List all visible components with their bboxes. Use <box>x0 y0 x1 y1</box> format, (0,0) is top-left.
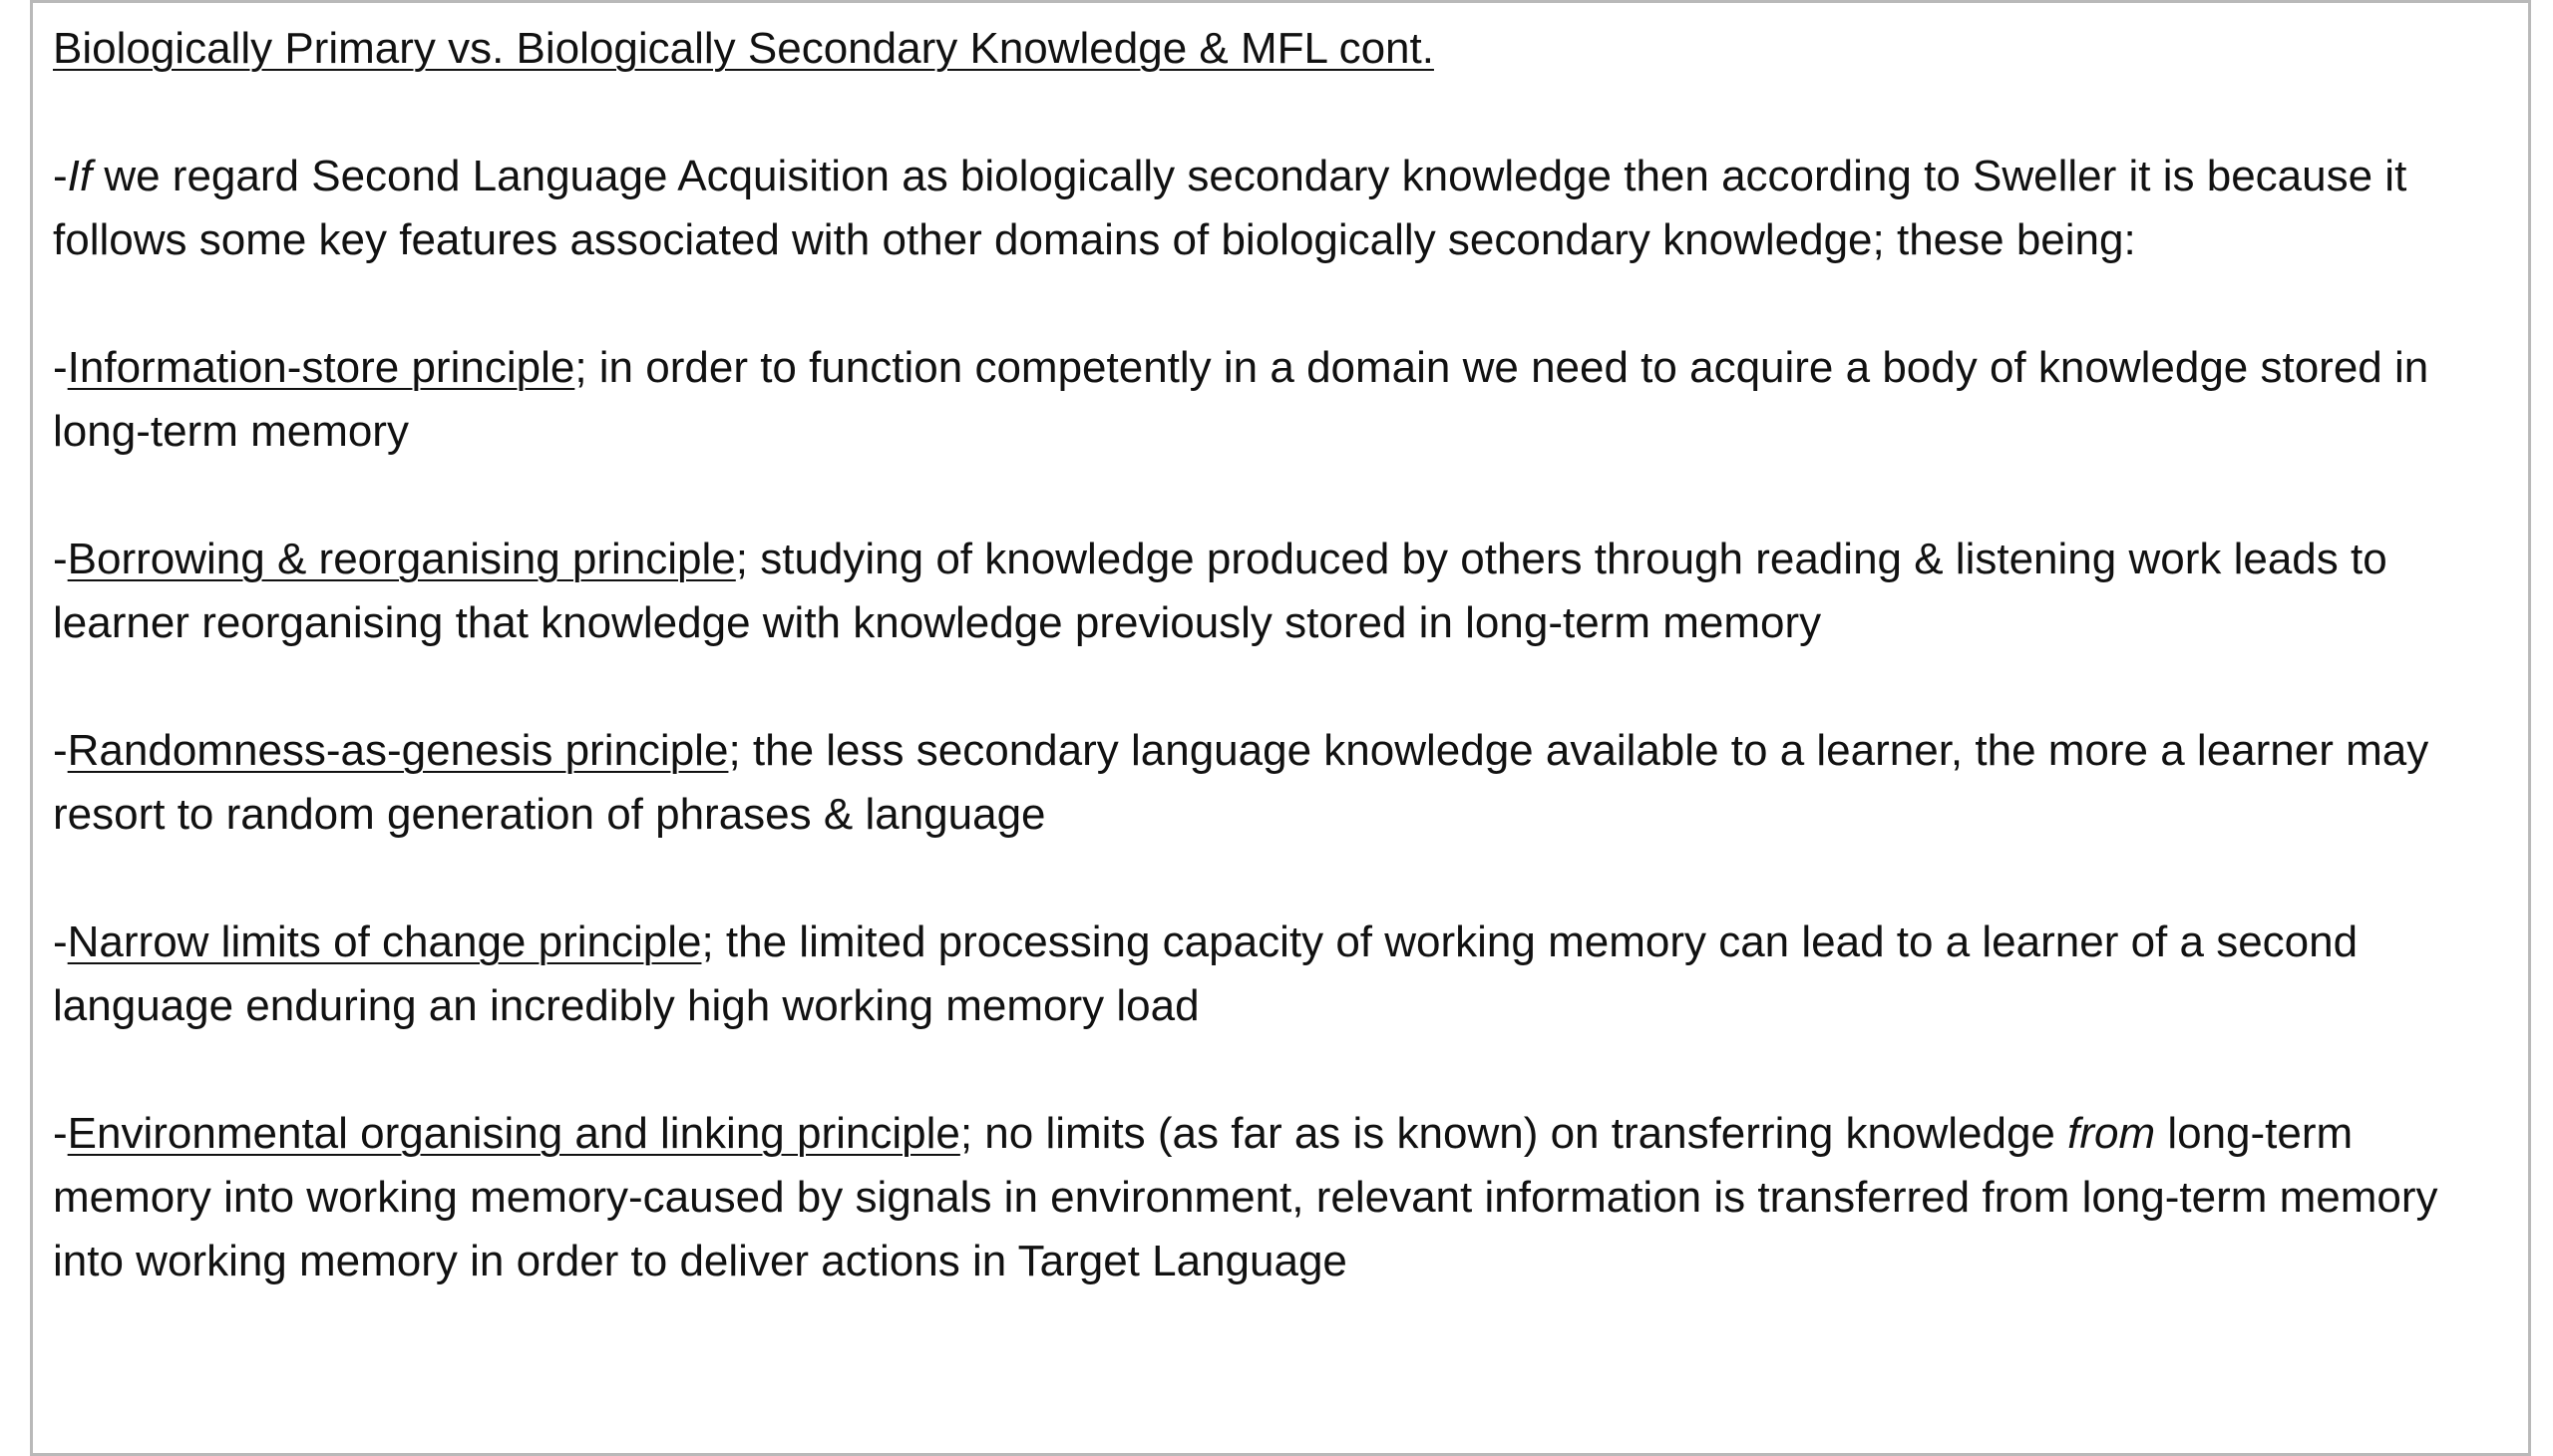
principle-description-after: long-term memory into working memory-caused by signals in environment, relevant information is transferred from long-term memory into working memory in order to deliver actions in Target Language <box>53 1109 2438 1285</box>
intro-paragraph <box>53 145 2516 272</box>
principle-information-store <box>53 336 2516 464</box>
slide-title: Biologically Primary vs. Biologically Secondary Knowledge & MFL cont. <box>53 24 1434 73</box>
principle-term: Information-store principle <box>67 343 575 392</box>
principle-narrow-limits-of-change <box>53 910 2516 1038</box>
principle-term: Narrow limits of change principle <box>67 917 702 966</box>
principle-description-before: ; no limits (as far as is known) on transferring knowledge <box>959 1109 2068 1158</box>
intro-text: we regard Second Language Acquisition as biologically secondary knowledge then according to Sweller it is because it follows some key features associated with other domains of biologically secondary knowledge; these being: <box>53 152 2407 264</box>
slide <box>30 0 2531 1456</box>
slide-content <box>53 17 2516 1293</box>
principle-term: Environmental organising and linking principle <box>67 1109 960 1158</box>
principle-description: ; studying of knowledge produced by others through reading & listening work leads to learner reorganising that knowledge with knowledge previously stored in long-term memory <box>53 535 2387 647</box>
intro-dash: - <box>53 152 68 200</box>
principle-environmental-organising-linking <box>53 1102 2516 1293</box>
intro-italic-word: If <box>67 152 93 200</box>
principle-dash: - <box>53 535 68 583</box>
principle-description-italic: from <box>2067 1109 2156 1158</box>
principle-dash: - <box>53 726 68 775</box>
principle-dash: - <box>53 1109 68 1158</box>
principle-term: Borrowing & reorganising principle <box>67 535 736 583</box>
principle-term: Randomness-as-genesis principle <box>67 726 729 775</box>
principle-description: ; the limited processing capacity of working memory can lead to a learner of a second language enduring an incredibly high working memory load <box>53 917 2359 1030</box>
principle-borrowing-reorganising <box>53 528 2516 655</box>
principle-dash: - <box>53 917 68 966</box>
principle-description: ; the less secondary language knowledge available to a learner, the more a learner may resort to random generation of phrases & language <box>53 726 2429 839</box>
principle-randomness-as-genesis <box>53 719 2516 847</box>
principle-dash: - <box>53 343 68 392</box>
principle-description: ; in order to function competently in a domain we need to acquire a body of knowledge stored in long-term memory <box>53 343 2429 456</box>
